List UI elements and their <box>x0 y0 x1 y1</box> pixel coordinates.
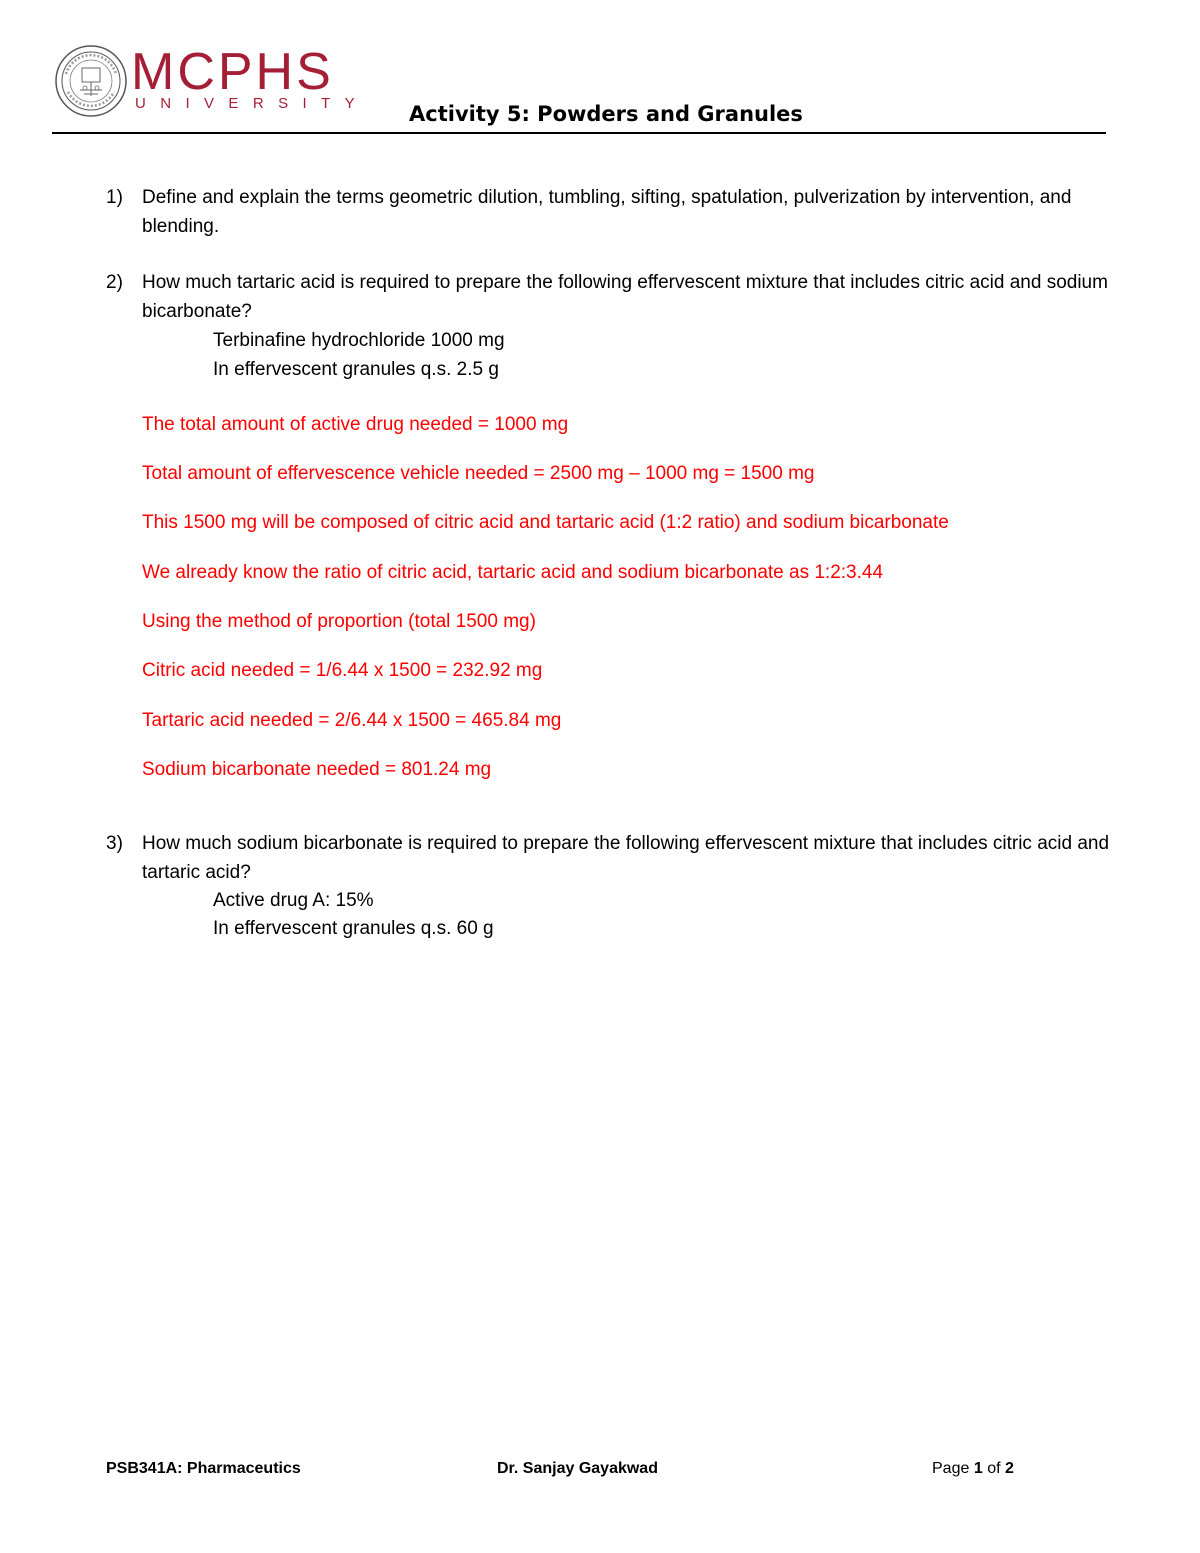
answer-line: We already know the ratio of citric acid, tartaric acid and sodium bicarbonate as 1:2:3.44 <box>142 562 884 583</box>
footer-page-number <box>932 1458 1014 1480</box>
answer-line: Tartaric acid needed = 2/6.44 x 1500 = 465.84 mg <box>142 710 562 731</box>
university-seal-icon <box>54 44 128 118</box>
prescription-line: Terbinafine hydrochloride 1000 mg <box>213 330 505 351</box>
question-number: 3) <box>106 833 123 854</box>
header-divider <box>52 132 1106 134</box>
question-text: Define and explain the terms geometric dilution, tumbling, sifting, spatulation, pulverization by intervention, and blending. <box>142 187 1072 237</box>
prescription-line: In effervescent granules q.s. 2.5 g <box>213 359 499 380</box>
answer-line: Sodium bicarbonate needed = 801.24 mg <box>142 759 492 780</box>
answer-line: Using the method of proportion (total 1500 mg) <box>142 611 536 632</box>
question-text: How much sodium bicarbonate is required to prepare the following effervescent mixture that includes citric acid and tartaric acid? <box>142 833 1110 883</box>
footer-course: PSB341A: Pharmaceutics <box>106 1460 301 1477</box>
prescription-line: Active drug A: 15% <box>213 890 374 911</box>
question-number: 1) <box>106 187 123 208</box>
logo-wordmark: MCPHS <box>131 43 334 101</box>
page-total: 2 <box>1004 1460 1014 1477</box>
footer-instructor: Dr. Sanjay Gayakwad <box>497 1460 658 1477</box>
answer-line: Citric acid needed = 1/6.44 x 1500 = 232.92 mg <box>142 660 543 681</box>
page-current: 1 <box>973 1460 983 1477</box>
question-text: How much tartaric acid is required to prepare the following effervescent mixture that includes citric acid and sodium bicarbonate? <box>142 272 1108 322</box>
answer-line: The total amount of active drug needed = 1000 mg <box>142 414 569 435</box>
prescription-line: In effervescent granules q.s. 60 g <box>213 918 494 939</box>
logo-subtitle: UNIVERSITY <box>135 95 370 112</box>
answer-line: This 1500 mg will be composed of citric acid and tartaric acid (1:2 ratio) and sodium bicarbonate <box>142 512 949 533</box>
page-of: of <box>987 1460 1001 1477</box>
question-number: 2) <box>106 272 123 293</box>
answer-line: Total amount of effervescence vehicle needed = 2500 mg – 1000 mg = 1500 mg <box>142 463 815 484</box>
page-title: Activity 5: Powders and Granules <box>409 102 803 126</box>
page-word: Page <box>932 1460 970 1477</box>
